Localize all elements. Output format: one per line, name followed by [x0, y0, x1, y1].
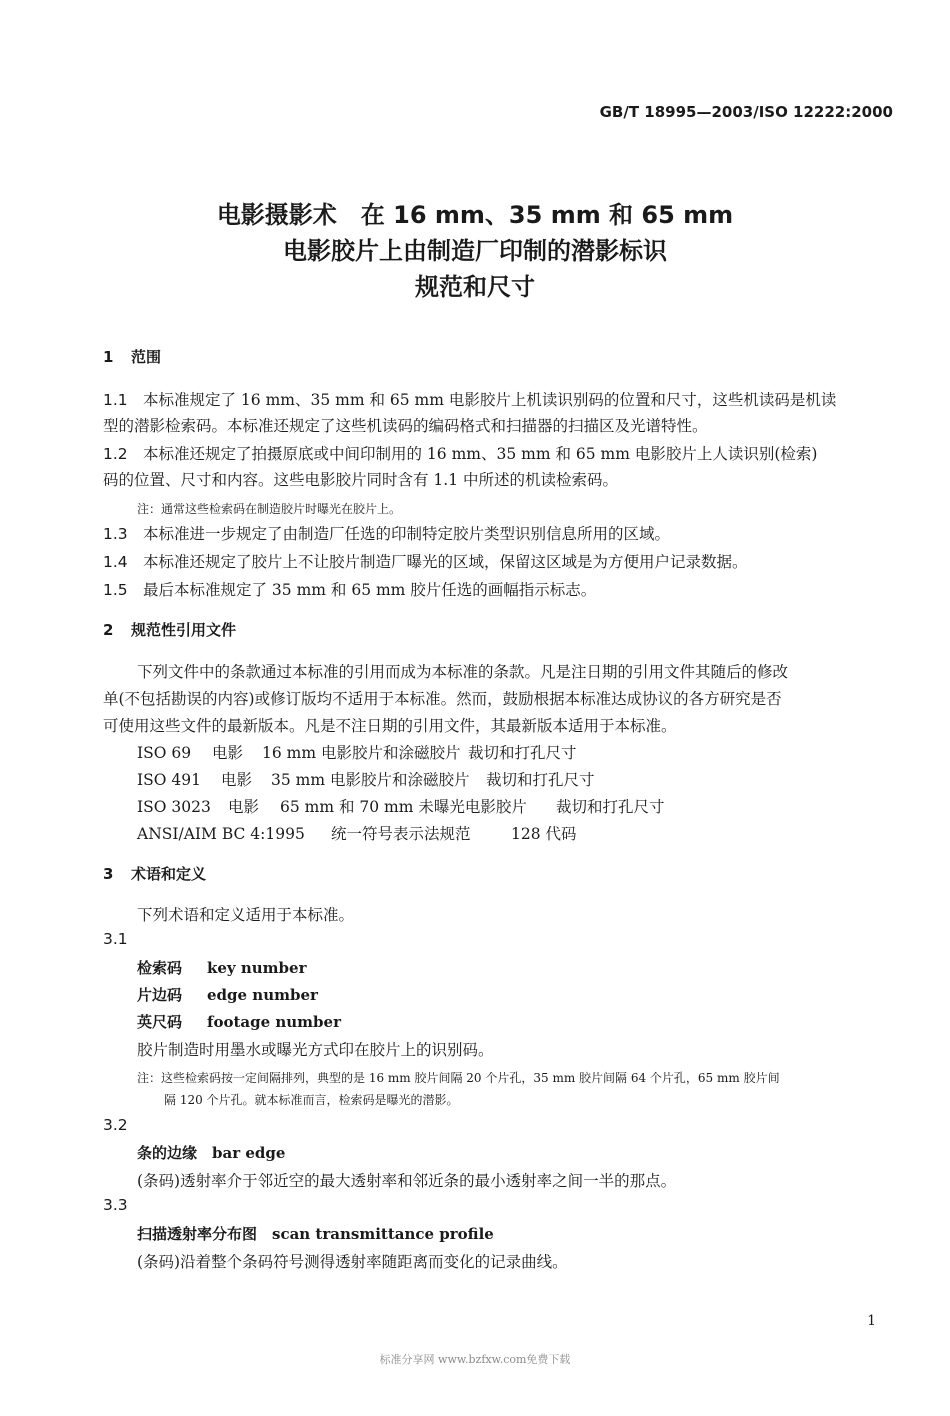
clause-1-1-line-1	[103, 388, 836, 410]
section-3-heading	[103, 863, 206, 884]
reference-desc: 35 mm 电影胶片和涂磁胶片	[271, 771, 470, 789]
term-zh: 片边码	[137, 986, 183, 1004]
term-definition-3-2: (条码)透射率介于邻近空的最大透射率和邻近条的最小透射率之间一半的那点。	[137, 1172, 677, 1190]
section-title: 范围	[131, 348, 162, 366]
reference-code: ISO 69	[137, 744, 192, 762]
section-number: 3	[103, 865, 114, 883]
clause-number: 1.4	[103, 553, 128, 571]
note-3-1-line-1: 注：这些检索码按一定间隔排列，典型的是 16 mm 胶片间隔 20 个片孔，35 mm 胶片间隔 64 个片孔，65 mm 胶片间	[137, 1071, 780, 1085]
note-3-1-line-2: 隔 120 个片孔。就本标准而言，检索码是曝光的潜影。	[164, 1093, 459, 1107]
term-zh: 检索码	[137, 959, 183, 977]
term-entry	[137, 957, 307, 978]
reference-field: 统一符号表示法规范	[331, 825, 471, 843]
title-line-1: 电影摄影术 在 16 mm、35 mm 和 65 mm	[216, 201, 734, 229]
term-definition-3-1: 胶片制造时用墨水或曝光方式印在胶片上的识别码。	[137, 1041, 494, 1059]
reference-item	[137, 768, 595, 790]
clause-number: 1.3	[103, 525, 128, 543]
reference-field: 电影	[212, 744, 244, 762]
clause-number: 1.1	[103, 391, 128, 409]
note-1: 注：通常这些检索码在制造胶片时曝光在胶片上。	[137, 502, 402, 516]
section-2-para-line-3: 可使用这些文件的最新版本。凡是不注日期的引用文件，其最新版本适用于本标准。	[103, 717, 677, 735]
term-entry	[137, 1011, 341, 1032]
term-number-3-2: 3.2	[103, 1116, 128, 1134]
clause-1-5	[103, 578, 596, 600]
term-en: edge number	[207, 986, 318, 1004]
reference-code: ANSI/AIM BC 4:1995	[137, 825, 305, 843]
section-title: 规范性引用文件	[131, 621, 237, 639]
term-title-3-2: 条的边缘 bar edge	[137, 1144, 286, 1162]
clause-number: 1.5	[103, 581, 128, 599]
clause-1-3	[103, 522, 670, 544]
reference-code: ISO 491	[137, 771, 201, 789]
title-line-3: 规范和尺寸	[415, 273, 535, 301]
term-entry	[137, 984, 318, 1005]
section-number: 1	[103, 348, 114, 366]
section-1-heading	[103, 346, 161, 367]
clause-1-2-line-1	[103, 442, 817, 464]
section-3-intro: 下列术语和定义适用于本标准。	[137, 906, 355, 924]
footer-watermark: 标准分享网 www.bzfxw.com免费下载	[379, 1353, 571, 1366]
clause-1-1-line-2: 型的潜影检索码。本标准还规定了这些机读码的编码格式和扫描器的扫描区及光谱特性。	[103, 417, 708, 435]
title-line-2: 电影胶片上由制造厂印制的潜影标识	[283, 237, 667, 265]
clause-1-2-line-2: 码的位置、尺寸和内容。这些电影胶片同时含有 1.1 中所述的机读检索码。	[103, 471, 619, 489]
clause-text: 本标准进一步规定了由制造厂任选的印制特定胶片类型识别信息所用的区域。	[143, 525, 671, 543]
clause-text: 最后本标准规定了 35 mm 和 65 mm 胶片任选的画幅指示标志。	[143, 581, 597, 599]
reference-extra: 裁切和打孔尺寸	[468, 744, 577, 762]
clause-text: 本标准还规定了胶片上不让胶片制造厂曝光的区域，保留这区域是为方便用户记录数据。	[143, 553, 748, 571]
term-zh: 英尺码	[137, 1013, 183, 1031]
page-number: 1	[867, 1313, 876, 1329]
reference-field: 电影	[221, 771, 253, 789]
section-number: 2	[103, 621, 114, 639]
reference-desc: 128 代码	[511, 825, 577, 843]
term-number-3-3: 3.3	[103, 1196, 128, 1214]
clause-1-4	[103, 550, 748, 572]
reference-item	[137, 822, 577, 844]
section-2-heading	[103, 619, 236, 640]
reference-item	[137, 741, 577, 763]
reference-desc: 16 mm 电影胶片和涂磁胶片	[262, 744, 461, 762]
clause-text: 本标准规定了 16 mm、35 mm 和 65 mm 电影胶片上机读识别码的位置和尺寸，这些机读码是机读	[143, 391, 837, 409]
reference-field: 电影	[228, 798, 260, 816]
reference-extra: 裁切和打孔尺寸	[556, 798, 665, 816]
reference-item	[137, 795, 665, 817]
standard-number: GB/T 18995—2003/ISO 12222:2000	[599, 103, 893, 121]
clause-text: 本标准还规定了拍摄原底或中间印制用的 16 mm、35 mm 和 65 mm 电影胶片上人读识别(检索)	[143, 445, 818, 463]
term-definition-3-3: (条码)沿着整个条码符号测得透射率随距离而变化的记录曲线。	[137, 1253, 568, 1271]
clause-number: 1.2	[103, 445, 128, 463]
term-en: key number	[207, 959, 307, 977]
section-title: 术语和定义	[131, 865, 207, 883]
section-2-para-line-1: 下列文件中的条款通过本标准的引用而成为本标准的条款。凡是注日期的引用文件其随后的修改	[137, 663, 789, 681]
term-title-3-3: 扫描透射率分布图 scan transmittance profile	[137, 1225, 494, 1243]
reference-extra: 裁切和打孔尺寸	[486, 771, 595, 789]
reference-desc: 65 mm 和 70 mm 未曝光电影胶片	[280, 798, 527, 816]
section-2-para-line-2: 单(不包括勘误的内容)或修订版均不适用于本标准。然而，鼓励根据本标准达成协议的各方研究是否	[103, 690, 782, 708]
reference-code: ISO 3023	[137, 798, 211, 816]
term-en: footage number	[207, 1013, 341, 1031]
term-number-3-1: 3.1	[103, 930, 128, 948]
